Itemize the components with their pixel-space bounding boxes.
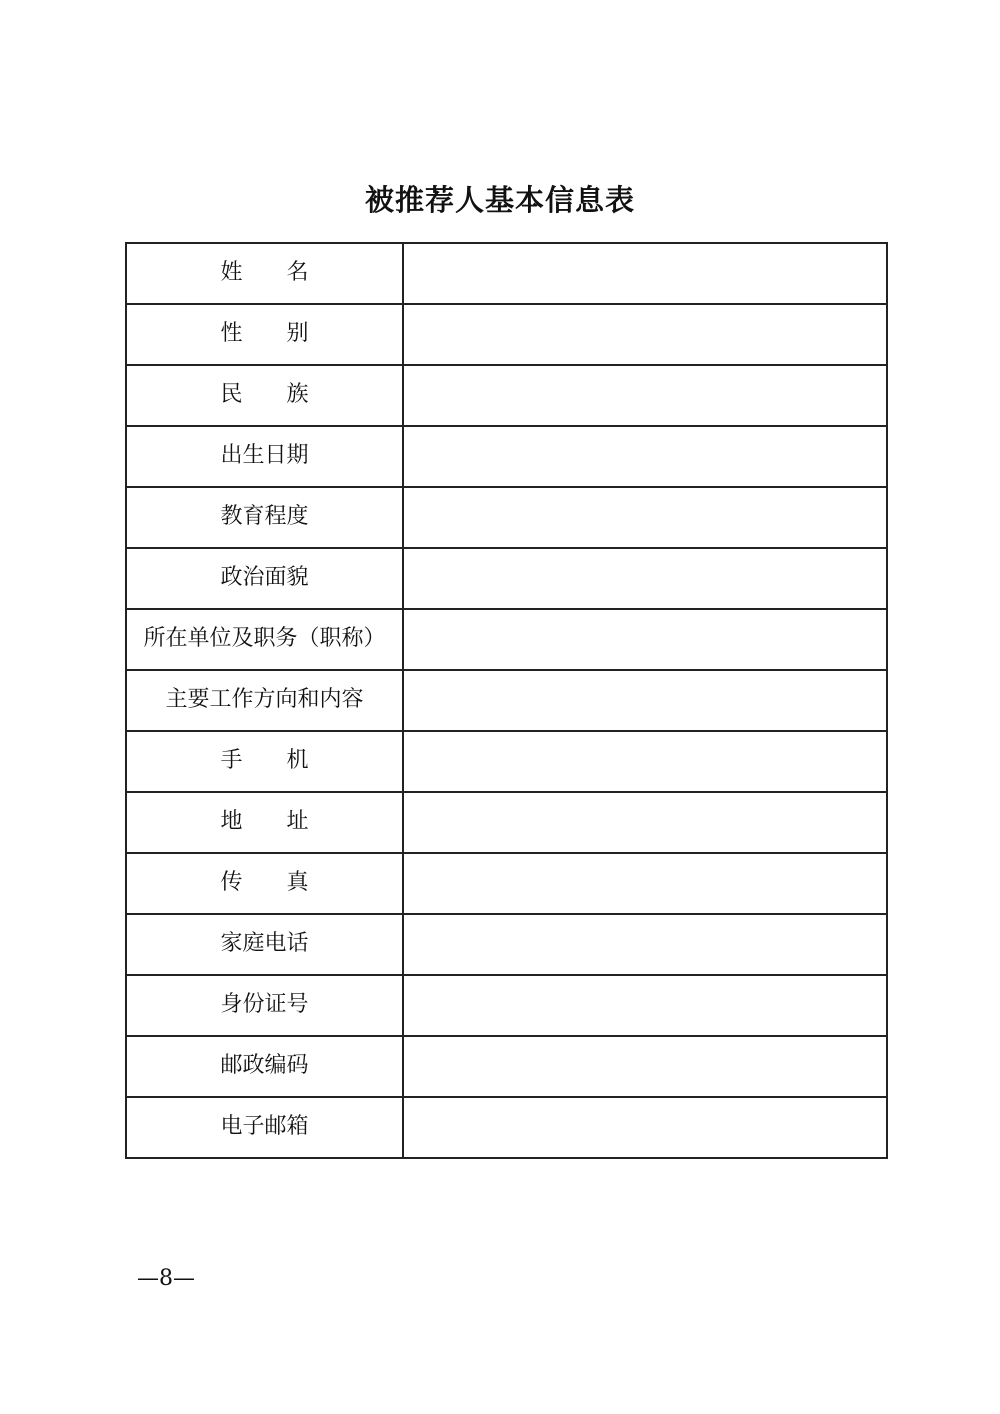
field-label-postal-code: 邮政编码 [126,1036,403,1097]
field-value-mobile[interactable] [403,731,887,792]
field-value-ethnicity[interactable] [403,365,887,426]
table-row [126,914,887,975]
table-row [126,1097,887,1158]
table-row [126,731,887,792]
page-number: —8— [137,1266,195,1291]
field-label-name: 姓 名 [126,243,403,304]
table-row [126,975,887,1036]
field-label-gender: 性 别 [126,304,403,365]
field-label-email: 电子邮箱 [126,1097,403,1158]
table-row [126,548,887,609]
table-row [126,365,887,426]
field-value-employer-position[interactable] [403,609,887,670]
field-value-gender[interactable] [403,304,887,365]
field-value-id-number[interactable] [403,975,887,1036]
field-label-ethnicity: 民 族 [126,365,403,426]
field-value-political-status[interactable] [403,548,887,609]
field-value-education[interactable] [403,487,887,548]
field-label-employer-position: 所在单位及职务（职称） [126,609,403,670]
field-value-work-focus[interactable] [403,670,887,731]
field-label-education: 教育程度 [126,487,403,548]
field-value-address[interactable] [403,792,887,853]
field-label-fax: 传 真 [126,853,403,914]
field-label-birth-date: 出生日期 [126,426,403,487]
field-label-home-phone: 家庭电话 [126,914,403,975]
field-value-postal-code[interactable] [403,1036,887,1097]
field-label-id-number: 身份证号 [126,975,403,1036]
field-label-political-status: 政治面貌 [126,548,403,609]
document-title: 被推荐人基本信息表 [364,183,635,217]
table-row [126,792,887,853]
field-value-birth-date[interactable] [403,426,887,487]
table-row [126,1036,887,1097]
table-row [126,243,887,304]
field-value-fax[interactable] [403,853,887,914]
nominee-info-table [125,242,888,1159]
field-value-name[interactable] [403,243,887,304]
table-row [126,609,887,670]
field-value-email[interactable] [403,1097,887,1158]
table-row [126,304,887,365]
field-value-home-phone[interactable] [403,914,887,975]
table-row [126,487,887,548]
field-label-work-focus: 主要工作方向和内容 [126,670,403,731]
table-row [126,853,887,914]
table-row [126,670,887,731]
table-row [126,426,887,487]
field-label-mobile: 手 机 [126,731,403,792]
field-label-address: 地 址 [126,792,403,853]
